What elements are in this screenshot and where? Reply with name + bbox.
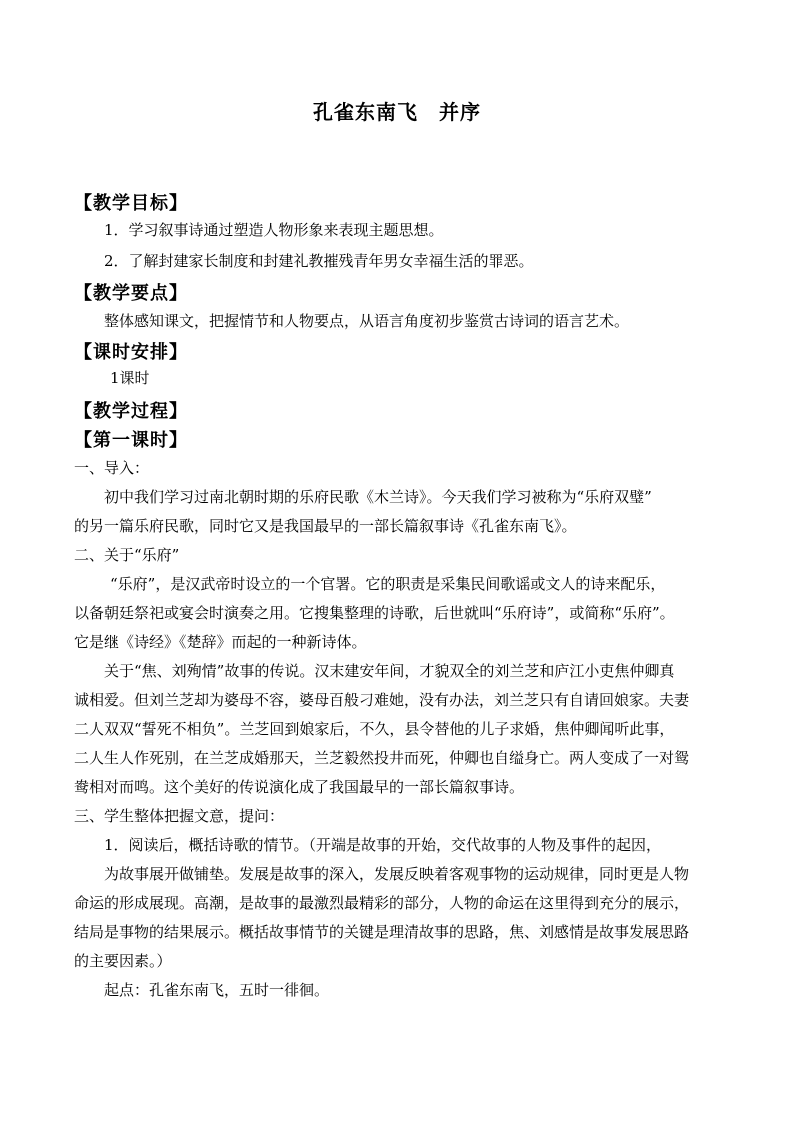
schedule-text: 1课时: [110, 369, 150, 387]
goal-item-1: 1．学习叙事诗通过塑造人物形象来表现主题思想。: [104, 221, 444, 239]
para-line: 二人生人作死别，在兰芝成婚那天，兰芝毅然投井而死，仲卿也自缢身亡。两人变成了一对鸳: [74, 749, 690, 767]
para-line: 以备朝廷祭祀或宴会时演奏之用。它搜集整理的诗歌，后世就叫“乐府诗”，或简称“乐府”。: [74, 604, 675, 622]
para-line: 三、学生整体把握文意，提问：: [74, 807, 285, 825]
heading-schedule: 【课时安排】: [74, 342, 188, 363]
para-line: 一、导入：: [74, 459, 150, 477]
para-line: 二人双双“誓死不相负”。兰芝回到娘家后，不久，县令替他的儿子求婚，焦仲卿闻听此事，: [74, 720, 675, 738]
heading-teaching-process: 【教学过程】: [74, 401, 188, 422]
heading-teaching-goals: 【教学目标】: [74, 193, 188, 214]
para-line: 1．阅读后，概括诗歌的情节。（开端是故事的开始，交代故事的人物及事件的起因，: [104, 836, 662, 854]
para-line: 关于“焦、刘殉情”故事的传说。汉末建安年间，才貌双全的刘兰芝和庐江小吏焦仲卿真: [104, 662, 675, 680]
para-line: 鸯相对而鸣。这个美好的传说演化成了我国最早的一部长篇叙事诗。: [74, 778, 525, 796]
para-line: 命运的形成展现。高潮，是故事的最激烈最精彩的部分，人物的命运在这里得到充分的展示，: [74, 894, 690, 912]
para-line: 起点：孔雀东南飞，五时一徘徊。: [104, 981, 330, 999]
para-line: 为故事展开做铺垫。发展是故事的深入，发展反映着客观事物的运动规律，同时更是人物: [104, 865, 690, 883]
para-line: 的主要因素。）: [74, 952, 172, 970]
para-line: “乐府”，是汉武帝时设立的一个官署。它的职责是采集民间歌谣或文人的诗来配乐，: [110, 575, 666, 593]
goal-item-2: 2．了解封建家长制度和封建礼教摧残青年男女幸福生活的罪恶。: [104, 252, 534, 270]
key-points-text: 整体感知课文，把握情节和人物要点，从语言角度初步鉴赏古诗词的语言艺术。: [104, 312, 630, 330]
para-line: 的另一篇乐府民歌，同时它又是我国最早的一部长篇叙事诗《孔雀东南飞》。: [74, 517, 577, 535]
para-line: 它是继《诗经》《楚辞》而起的一种新诗体。: [74, 633, 367, 651]
para-line: 结局是事物的结果展示。概括故事情节的关键是理清故事的思路，焦、刘感情是故事发展思路: [74, 923, 690, 941]
heading-first-lesson: 【第一课时】: [74, 430, 188, 451]
para-line: 二、关于“乐府”: [74, 546, 180, 564]
para-line: 诚相爱。但刘兰芝却为婆母不容，婆母百般刁难她，没有办法，刘兰芝只有自请回娘家。夫妻: [74, 691, 690, 709]
para-line: 初中我们学习过南北朝时期的乐府民歌《木兰诗》。今天我们学习被称为“乐府双璧”: [104, 488, 652, 506]
document-title: 孔雀东南飞 并序: [313, 100, 481, 124]
heading-key-points: 【教学要点】: [74, 283, 188, 304]
